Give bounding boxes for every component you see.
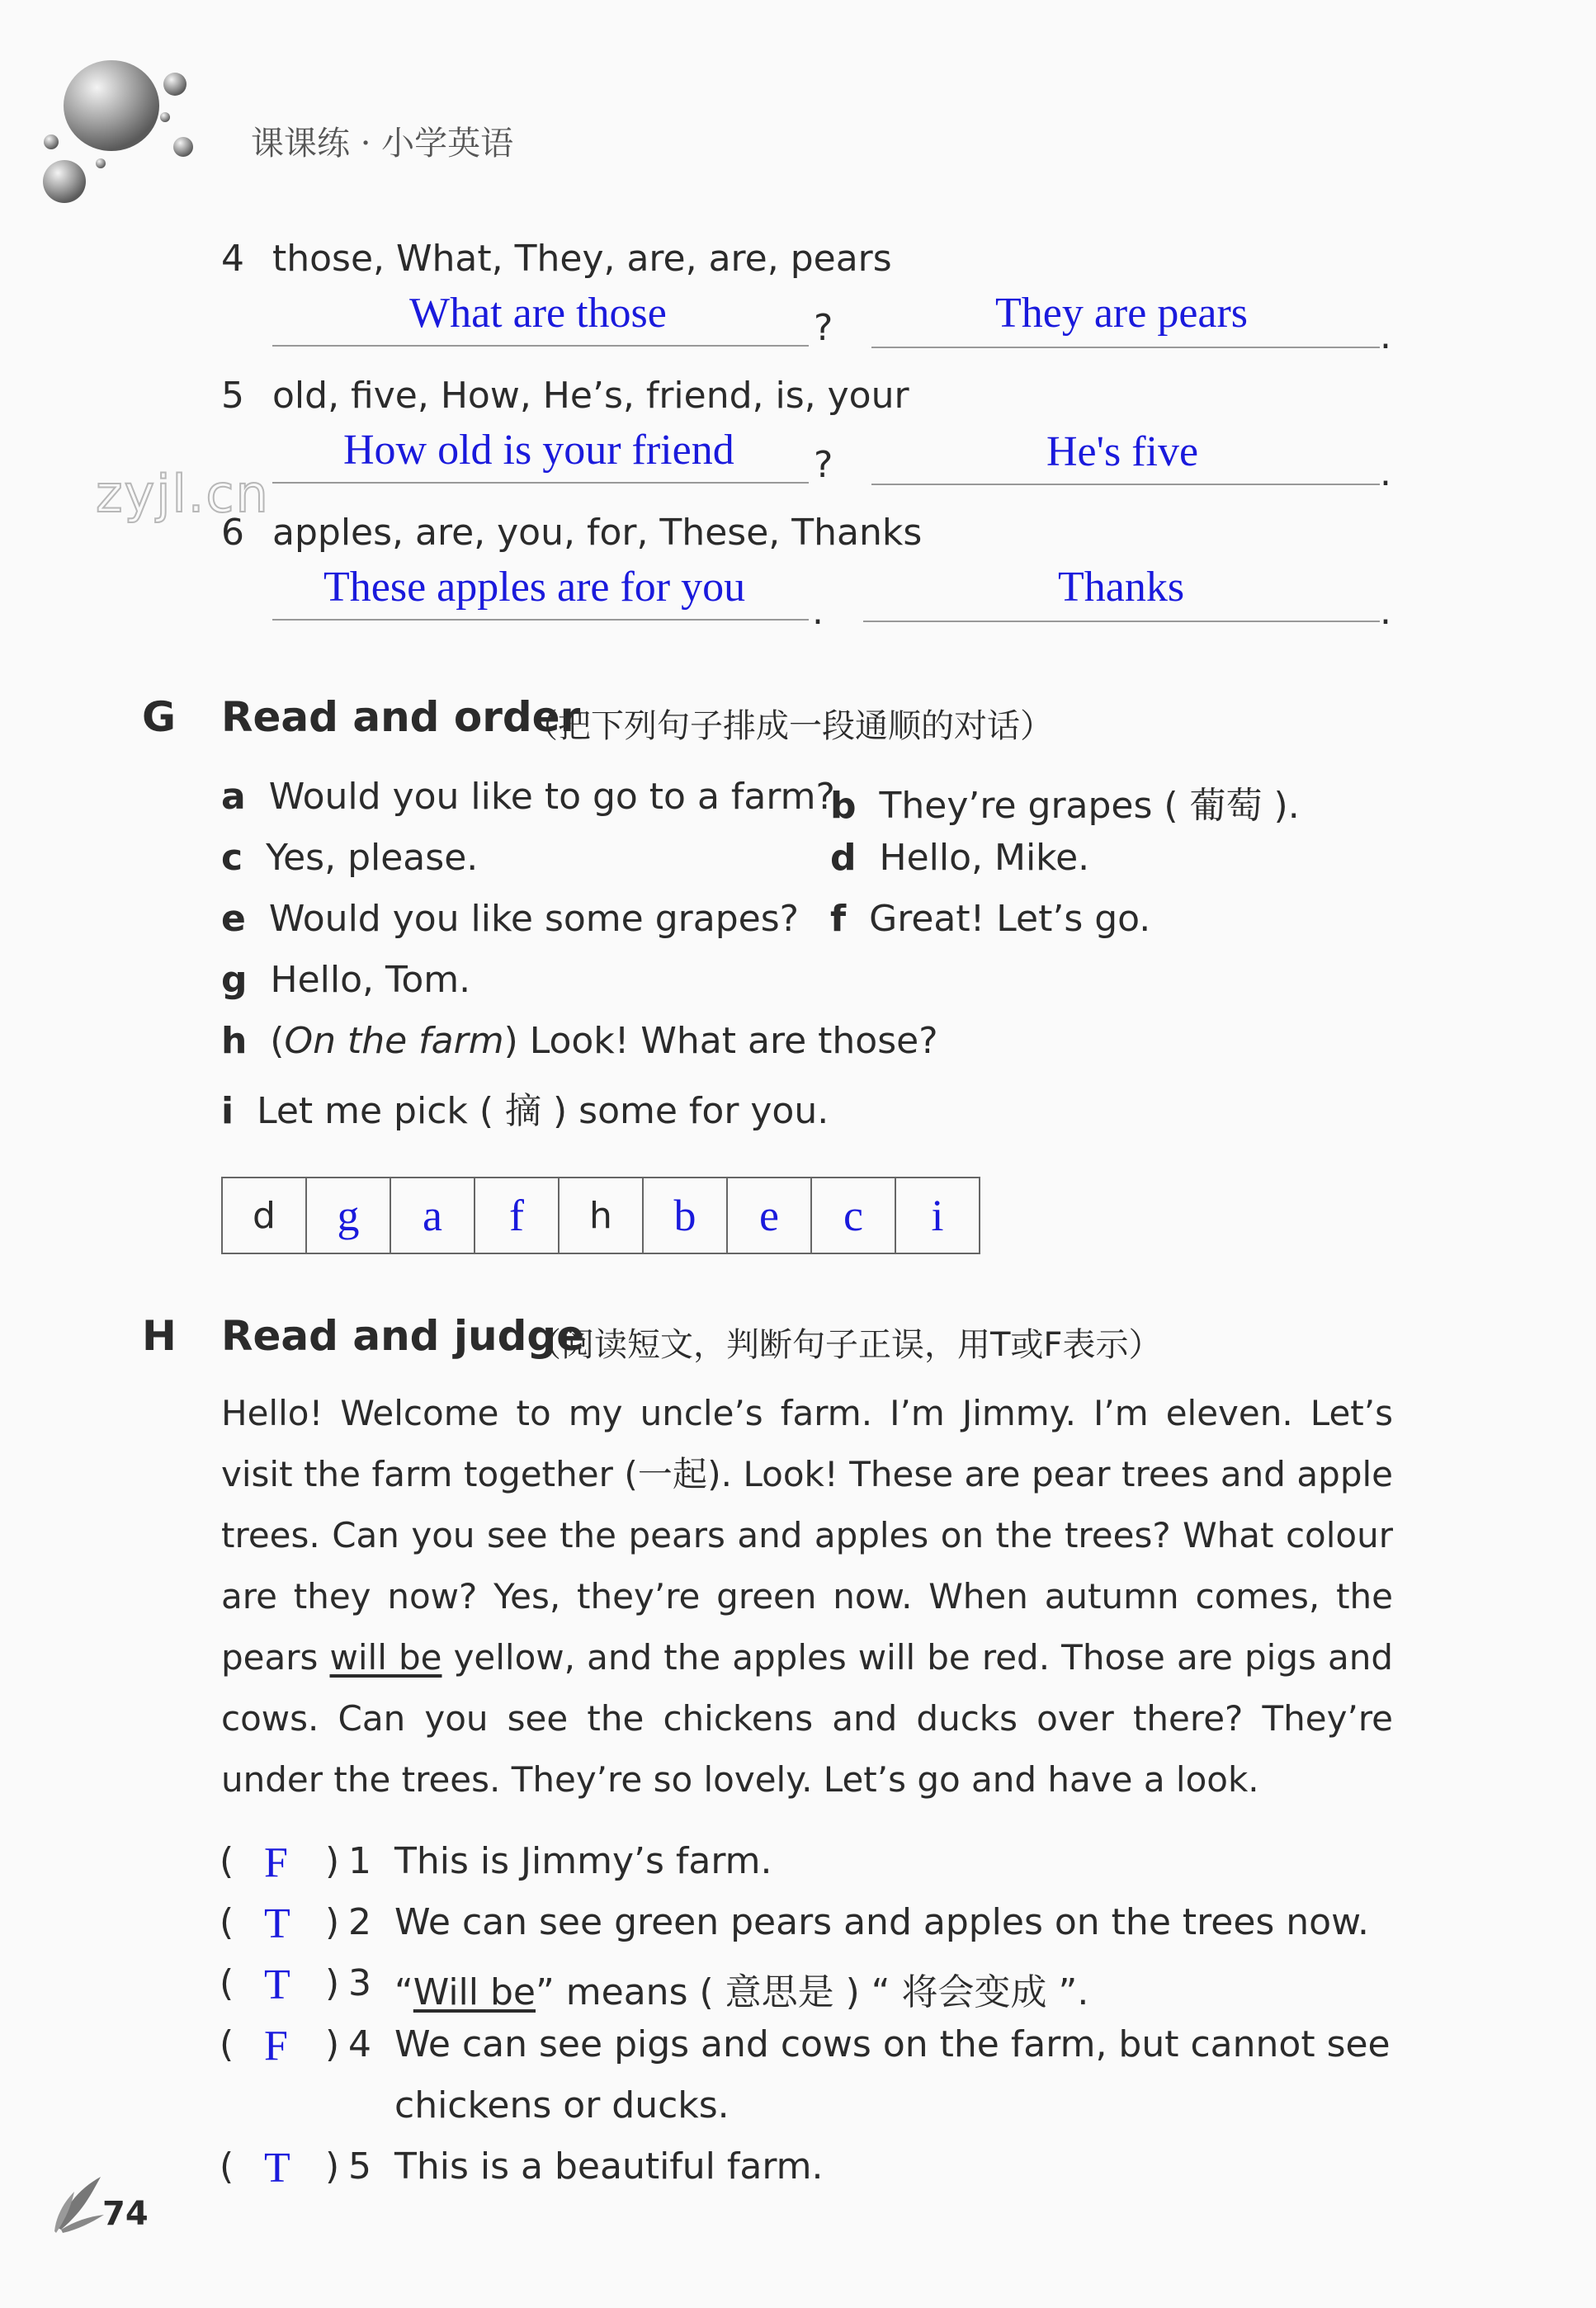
order-value: f: [509, 1191, 524, 1240]
order-value: e: [759, 1191, 779, 1240]
question-text: We can see green pears and apples on the trees now.: [394, 1901, 1370, 1943]
question-text-rest: ” means ( 意思是 ) “ 将会变成 ”.: [536, 1971, 1089, 2013]
order-value: g: [337, 1191, 360, 1240]
option-text: Great! Let’s go.: [869, 898, 1151, 940]
word-list: old, five, How, He’s, friend, is, your: [272, 375, 909, 417]
judge-answer: T: [264, 1900, 290, 1947]
order-cell: [559, 1178, 643, 1253]
order-value: a: [423, 1191, 442, 1240]
answer-punctuation: ?: [814, 444, 833, 486]
option-text: Hello, Mike.: [879, 837, 1090, 879]
word-list: those, What, They, are, are, pears: [272, 238, 892, 280]
passage-text: yellow, and the apples will be red. Those are pigs and cows. Can you see the chickens and ducks over there? They’re under the trees. They’re so lovely. Let’s go and have a look.: [221, 1637, 1393, 1800]
reading-passage: [221, 1383, 1393, 1810]
order-value: d: [253, 1194, 276, 1237]
option-label: d: [830, 837, 857, 879]
answer-line: [272, 619, 809, 621]
option-label: b: [830, 785, 857, 827]
option-f: [830, 898, 1150, 940]
question-text-continued: chickens or ducks.: [394, 2084, 730, 2126]
order-value: b: [673, 1191, 696, 1240]
answer-punctuation: .: [1380, 591, 1391, 633]
option-label: i: [221, 1090, 234, 1132]
question-number: 3: [348, 1962, 371, 2004]
option-text: Would you like to go to a farm?: [268, 776, 835, 818]
paren-close: ): [325, 2145, 340, 2188]
option-a: [221, 776, 835, 818]
option-c: [221, 837, 478, 879]
question-number: 5: [348, 2145, 371, 2188]
question-text: This is Jimmy’s farm.: [394, 1840, 772, 1882]
answer-line: [272, 482, 809, 484]
question-text: We can see pigs and cows on the farm, but cannot see: [394, 2023, 1391, 2065]
option-h: h (On the farm) Look! What are those?: [221, 1020, 938, 1062]
question-text: This is a beautiful farm.: [394, 2145, 824, 2188]
answer-question: How old is your friend: [343, 427, 734, 474]
section-g-title: Read and order: [221, 693, 581, 741]
answer-punctuation: ?: [814, 307, 833, 349]
order-value: c: [843, 1191, 863, 1240]
order-cell: [895, 1178, 980, 1253]
option-g: [221, 959, 470, 1001]
judge-answer: T: [264, 1961, 290, 2008]
option-label: a: [221, 776, 246, 818]
passage-underlined: will be: [329, 1637, 442, 1678]
item-number: 6: [221, 512, 244, 554]
section-g-instruction: （把下列句子排成一段通顺的对话）: [525, 707, 1053, 745]
order-cell: [727, 1178, 811, 1253]
passage-text: Hello! Welcome to my uncle’s farm. I’m Jimmy. I’m eleven. Let’s visit the farm together (一起). Look! These are pear trees and apple trees. Can you see the pears and apples on the trees? What colour are they now? Yes, they’re green now. When autumn comes, the pears: [221, 1393, 1393, 1678]
option-text: Would you like some grapes?: [268, 898, 799, 940]
option-text: ) Look! What are those?: [503, 1020, 938, 1062]
answer-line: [871, 347, 1380, 348]
option-b: [830, 776, 1300, 828]
option-text: Hello, Tom.: [270, 959, 471, 1001]
order-cell: [811, 1178, 895, 1253]
paren-open: (: [220, 2145, 234, 2188]
section-h-letter: H: [142, 1312, 177, 1360]
answer-question: These apples are for you: [323, 564, 746, 611]
question-text: [394, 1962, 1088, 2015]
answer-punctuation: .: [1380, 452, 1391, 494]
order-cell: [475, 1178, 559, 1253]
option-d: [830, 837, 1089, 879]
paren-open: (: [220, 2023, 234, 2065]
leaf-icon: [50, 2170, 107, 2236]
option-i: [221, 1081, 829, 1134]
option-label: e: [221, 898, 246, 940]
word-list: apples, are, you, for, These, Thanks: [272, 512, 923, 554]
judge-answer: T: [264, 2145, 290, 2192]
header-title: 课课练 · 小学英语: [251, 125, 514, 163]
answer-line: [863, 621, 1380, 622]
section-h-instruction: （阅读短文，判断句子正误，用T或F表示）: [528, 1326, 1162, 1364]
page-number: 74: [102, 2195, 149, 2233]
answer-reply: They are pears: [995, 290, 1249, 337]
order-cell: [390, 1178, 475, 1253]
order-cell: [306, 1178, 390, 1253]
answer-reply: He's five: [1046, 428, 1199, 475]
option-italic: On the farm: [284, 1020, 504, 1062]
order-value: h: [589, 1194, 612, 1237]
option-text: Let me pick ( 摘 ) some for you.: [257, 1090, 829, 1132]
option-label: c: [221, 837, 243, 879]
option-label: h: [221, 1020, 248, 1062]
paren-open: (: [220, 1840, 234, 1882]
answer-punctuation: .: [1380, 315, 1391, 357]
section-g-letter: G: [142, 693, 177, 741]
answer-question: What are those: [409, 290, 667, 337]
judge-answer: F: [264, 2022, 288, 2070]
option-label: f: [830, 898, 847, 940]
answer-reply: Thanks: [1058, 564, 1185, 611]
option-e: [221, 898, 799, 940]
option-label: g: [221, 959, 248, 1001]
answer-line: [871, 484, 1380, 485]
item-number: 5: [221, 375, 244, 417]
quote-open: “: [394, 1971, 413, 2013]
question-number: 1: [348, 1840, 371, 1882]
paren-close: ): [325, 1901, 340, 1943]
paren-close: ): [325, 2023, 340, 2065]
paren-open: (: [220, 1962, 234, 2004]
order-value: i: [931, 1191, 944, 1240]
item-number: 4: [221, 238, 244, 280]
question-number: 2: [348, 1901, 371, 1943]
paren-close: ): [325, 1840, 340, 1882]
judge-answer: F: [264, 1839, 288, 1886]
option-text: Yes, please.: [266, 837, 479, 879]
answer-line: [272, 345, 809, 347]
order-cell: [222, 1178, 306, 1253]
paren-open: (: [220, 1901, 234, 1943]
bubbles-decoration: [33, 50, 206, 206]
order-answer-table: [221, 1177, 980, 1254]
section-h-title: Read and judge: [221, 1312, 585, 1360]
watermark: zyjl.cn: [96, 464, 270, 524]
question-number: 4: [348, 2023, 371, 2065]
option-text: They’re grapes ( 葡萄 ).: [879, 785, 1300, 827]
question-underlined: Will be: [413, 1971, 536, 2013]
order-cell: [643, 1178, 727, 1253]
paren-close: ): [325, 1962, 340, 2004]
answer-punctuation: .: [812, 591, 824, 633]
